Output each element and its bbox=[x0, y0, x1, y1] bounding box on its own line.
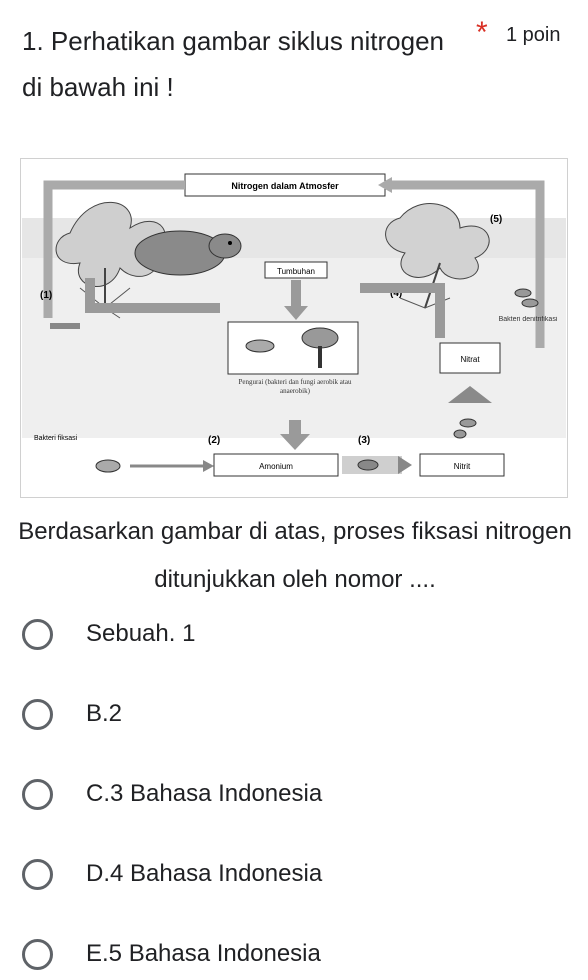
bacteria-icon bbox=[246, 340, 274, 352]
label-2: (2) bbox=[208, 435, 221, 446]
nitrogen-cycle-figure bbox=[20, 158, 568, 498]
option-2[interactable] bbox=[22, 694, 122, 734]
option-4[interactable] bbox=[22, 854, 322, 894]
question-title: 1. Perhatikan gambar siklus nitrogen di bawah ini ! bbox=[22, 26, 445, 102]
denitrifying-label: Bakteri denitrifikasi bbox=[498, 316, 558, 323]
points-label: 1 poin bbox=[506, 24, 561, 46]
nitrate-label: Nitrat bbox=[460, 355, 480, 364]
option-label: E.5 Bahasa Indonesia bbox=[86, 940, 321, 967]
radio-button[interactable] bbox=[22, 619, 53, 650]
option-label: C.3 Bahasa Indonesia bbox=[86, 780, 323, 807]
nitrite-label: Nitrit bbox=[453, 462, 471, 471]
atmosphere-label: Nitrogen dalam Atmosfer bbox=[231, 181, 339, 191]
option-3[interactable] bbox=[22, 774, 322, 814]
label-4: (4) bbox=[390, 288, 403, 299]
decomposer-label: Pengurai (bakteri dan fungi aerobik atau anaerobik) bbox=[238, 378, 352, 395]
nitrogen-cycle-diagram bbox=[20, 158, 568, 498]
label-3: (3) bbox=[358, 435, 371, 446]
option-label: D.4 Bahasa Indonesia bbox=[86, 860, 323, 887]
radio-button[interactable] bbox=[22, 939, 53, 970]
radio-button[interactable] bbox=[22, 699, 53, 730]
question-description: Berdasarkan gambar di atas, proses fiksasi nitrogen ditunjukkan oleh nomor .... bbox=[18, 518, 572, 593]
option-5[interactable] bbox=[22, 934, 321, 974]
fixing-bacteria-label: Bakteri fiksasi bbox=[34, 435, 78, 442]
radio-button[interactable] bbox=[22, 779, 53, 810]
label-5: (5) bbox=[490, 214, 503, 225]
ammonium-label: Amonium bbox=[259, 462, 293, 471]
option-label: B.2 bbox=[86, 700, 123, 727]
radio-button[interactable] bbox=[22, 859, 53, 890]
option-label: Sebuah. 1 bbox=[86, 620, 196, 647]
option-1[interactable] bbox=[22, 614, 195, 654]
plants-label: Tumbuhan bbox=[277, 267, 315, 276]
fixing-bacteria-icon bbox=[96, 460, 120, 472]
label-1: (1) bbox=[40, 290, 53, 301]
required-asterisk: * bbox=[476, 16, 488, 49]
mushroom-icon bbox=[302, 328, 338, 348]
